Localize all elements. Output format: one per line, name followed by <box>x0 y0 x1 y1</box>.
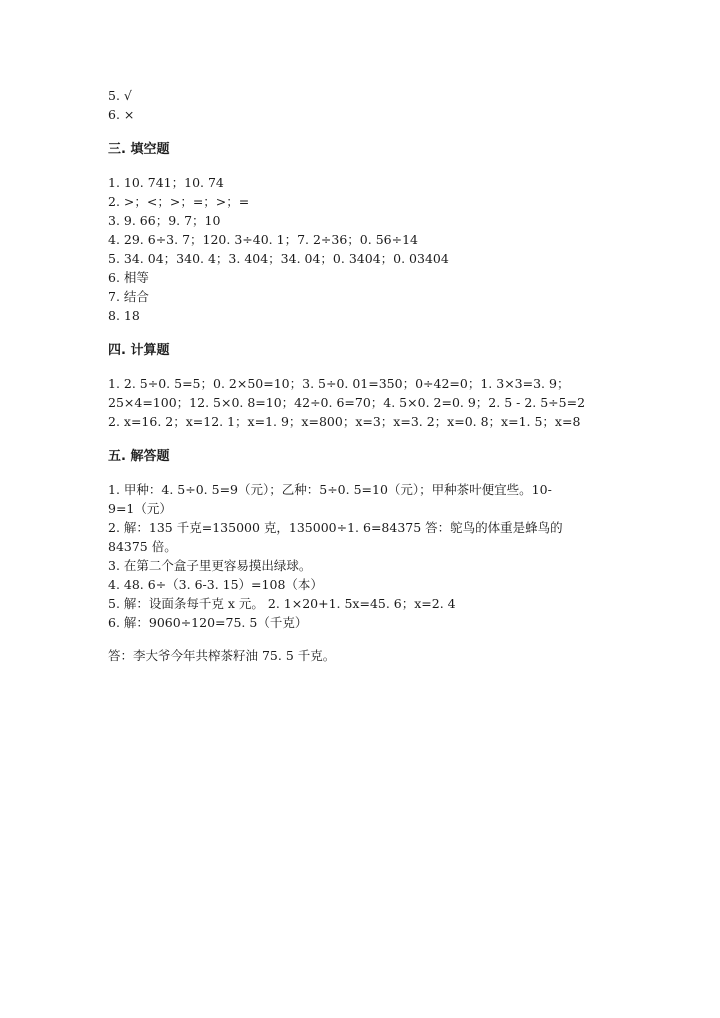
list-item: 8. 18 <box>108 308 140 323</box>
section-heading-fill-in: 三. 填空题 <box>108 142 170 157</box>
section-word-problem-items <box>108 480 618 632</box>
list-item: 3. 9. 66；9. 7；10 <box>108 213 221 228</box>
list-item: 5. 34. 04；340. 4；3. 404；34. 04；0. 3404；0. 03404 <box>108 251 449 266</box>
list-item: 6. × <box>108 107 135 122</box>
list-item: 9=1（元） <box>108 501 172 516</box>
list-item: 1. 甲种：4. 5÷0. 5=9（元）；乙种：5÷0. 5=10（元）；甲种茶叶便宜些。10- <box>108 482 552 497</box>
section-fill-in-items <box>108 173 618 325</box>
list-item: 1. 10. 741；10. 74 <box>108 175 224 190</box>
list-item: 7. 结合 <box>108 289 149 304</box>
list-item: 25×4=100；12. 5×0. 8=10；42÷0. 6=70；4. 5×0. 2=0. 9；2. 5 - 2. 5÷5=2 <box>108 395 586 410</box>
section-heading-calculation: 四. 计算题 <box>108 343 170 358</box>
list-item: 84375 倍。 <box>108 539 177 554</box>
list-item: 6. 解：9060÷120=75. 5（千克） <box>108 615 308 630</box>
list-item: 3. 在第二个盒子里更容易摸出绿球。 <box>108 558 312 573</box>
list-item: 2. 解：135 千克=135000 克，135000÷1. 6=84375 答：鸵鸟的体重是蜂鸟的 <box>108 520 563 535</box>
list-item: 6. 相等 <box>108 270 149 285</box>
list-item: 4. 48. 6÷（3. 6-3. 15）=108（本） <box>108 577 323 592</box>
list-item: 5. √ <box>108 88 132 103</box>
list-item: 1. 2. 5÷0. 5=5；0. 2×50=10；3. 5÷0. 01=350；0÷42=0；1. 3×3=3. 9； <box>108 376 570 391</box>
list-item: 2. >；<；>；=；>；= <box>108 194 250 209</box>
list-item: 2. x=16. 2；x=12. 1；x=1. 9；x=800；x=3；x=3. 2；x=0. 8；x=1. 5；x=8 <box>108 414 581 429</box>
answer-document <box>108 86 618 665</box>
final-answer: 答：李大爷今年共榨茶籽油 75. 5 千克。 <box>108 648 336 663</box>
list-item: 4. 29. 6÷3. 7；120. 3÷40. 1；7. 2÷36；0. 56÷14 <box>108 232 418 247</box>
section-heading-word-problems: 五. 解答题 <box>108 449 170 464</box>
section-calculation-items <box>108 374 618 431</box>
list-item: 5. 解：设面条每千克 x 元。 2. 1×20+1. 5x=45. 6；x=2. 4 <box>108 596 456 611</box>
top-items <box>108 86 618 124</box>
